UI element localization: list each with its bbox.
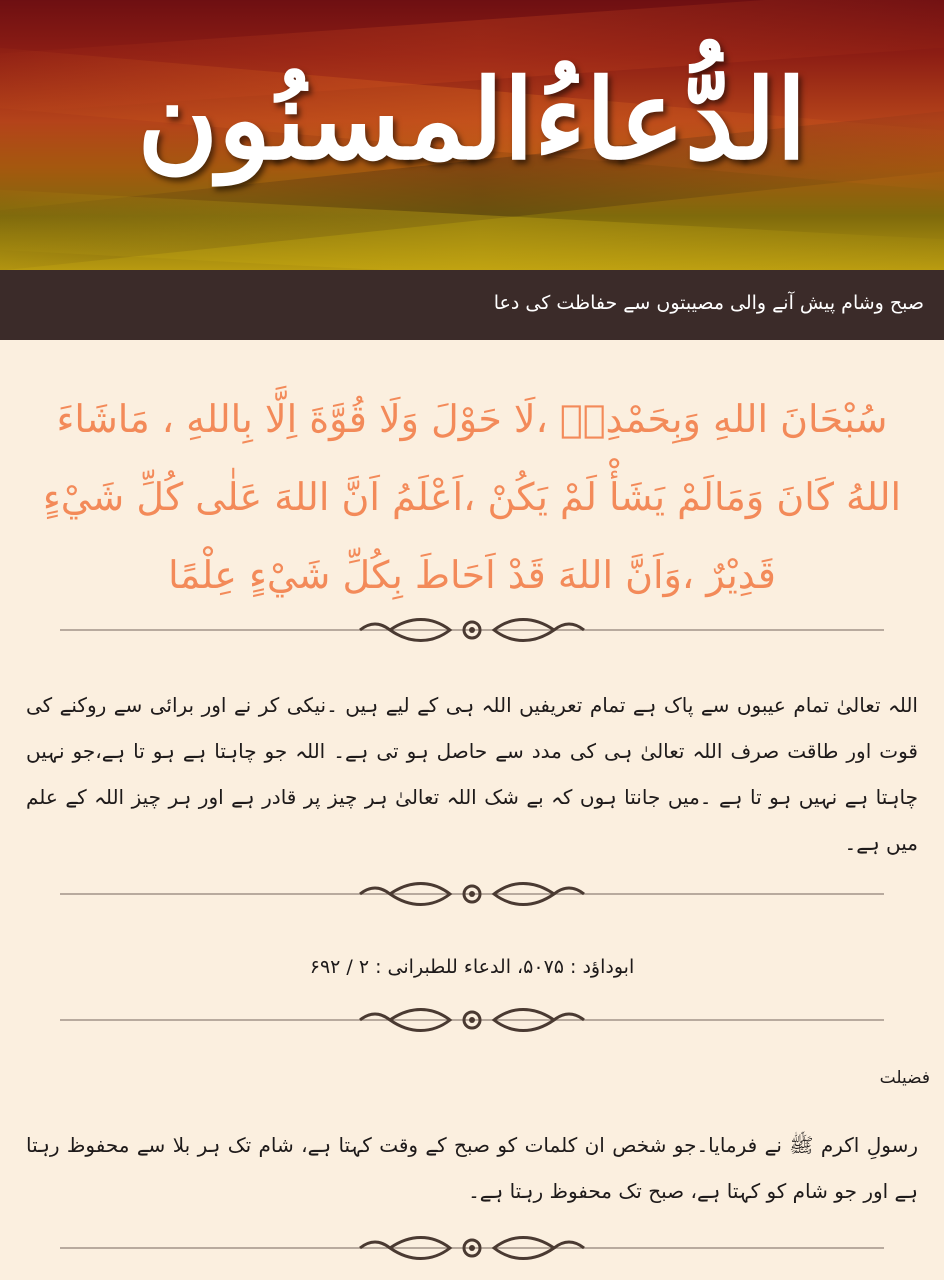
page-title: الدُّعاءُالمسنُون [137,55,807,184]
fazilat-text: رسولِ اکرم ﷺ نے فرمایا۔جو شخص ان کلمات کو صبح کے وقت کہتا ہے، شام تک ہر بلا سے محفوظ رہتا ہے اور جو شام کو کہتا ہے، صبح تک محفوظ رہتا ہے۔ [26,1133,918,1203]
ornament-divider-3 [60,1000,884,1040]
fazilat-heading: فضیلت [879,1068,930,1088]
subtitle-bar [0,270,944,340]
dua-arabic-text: سُبْحَانَ اللهِ وَبِحَمْدِهٖ ،لَا حَوْلَ وَلَا قُوَّةَ اِلَّا بِاللهِ ، مَاشَاءَ اللهُ كَانَ وَمَالَمْ يَشَأْ لَمْ يَكُنْ ،اَعْلَمُ اَنَّ اللهَ عَلٰى كُلِّ شَيْءٍ قَدِيْرٌ ،وَاَنَّ اللهَ قَدْ اَحَاطَ بِكُلِّ شَيْءٍ عِلْمًا [42,397,902,597]
urdu-translation: اللہ تعالیٰ تمام عیبوں سے پاک ہے تمام تعریفیں اللہ ہی کے لیے ہیں ۔نیکی کر نے اور برائی سے روکنے کی قوت اور طاقت صرف اللہ تعالیٰ ہی کی مدد سے حاصل ہو تی ہے۔ اللہ جو چاہتا ہے ہو تا ہے،جو نہیں چاہتا ہے نہیں ہو تا ہے ۔میں جانتا ہوں کہ بے شک اللہ تعالیٰ ہر چیز پر قادر ہے اور ہر چیز اللہ کے علم میں ہے۔ [26,693,918,855]
ornament-divider-2 [60,874,884,914]
header-banner [0,0,944,270]
ornament-divider-1 [60,610,884,650]
hadith-reference: ابوداؤد : ۵۰۷۵، الدعاء للطبرانی : ۲ / ۶۹۲ [309,956,635,978]
ornament-divider-4 [60,1228,884,1268]
subtitle: صبح وشام پیش آنے والی مصیبتوں سے حفاظت کی دعا [493,292,924,314]
